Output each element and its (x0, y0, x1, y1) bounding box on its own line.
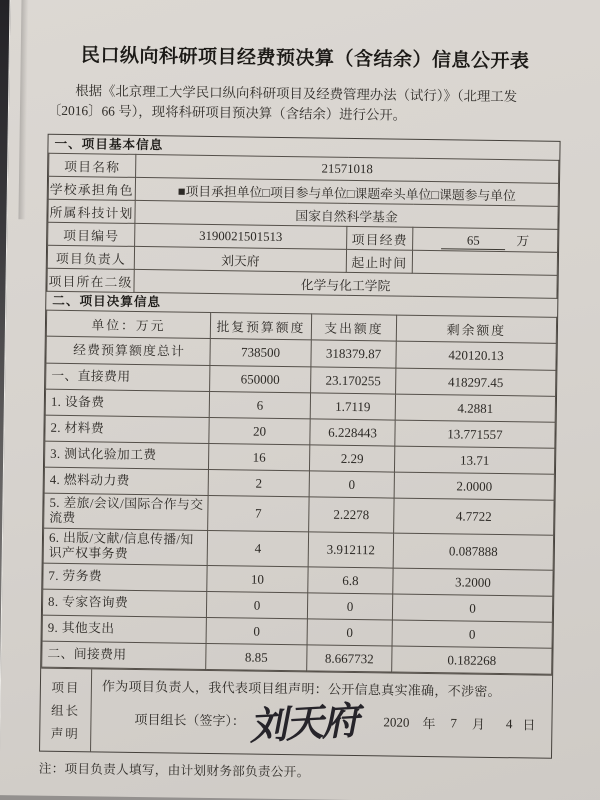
approved-amount: 0 (206, 591, 307, 618)
spent-amount: 6.228443 (310, 419, 395, 446)
field-label: 项目所在二级 (47, 268, 134, 292)
field-label: 所属科技计划 (48, 199, 135, 223)
remaining-amount: 0.182268 (392, 646, 552, 674)
section-header-basic-info: 一、项目基本信息 (54, 136, 164, 153)
approved-amount: 10 (207, 565, 308, 592)
field-value: 刘天府 (134, 246, 346, 272)
signature-row (101, 699, 543, 748)
declaration-label (40, 669, 92, 752)
budget-table (41, 310, 557, 675)
remaining-amount: 0.087888 (393, 533, 553, 570)
spent-amount: 0 (307, 619, 392, 646)
budget-item: 9. 其他支出 (42, 615, 206, 643)
field-label: 项目负责人 (47, 245, 134, 269)
budget-item: 一、直接费用 (46, 363, 210, 391)
basic-info-table (46, 153, 559, 299)
signature-label: 项目组长（签字）： (134, 711, 246, 729)
role-options: ■项目承担单位□项目参与单位□课题牵头单位□课题参与单位 (135, 177, 558, 206)
approved-amount: 7 (208, 495, 309, 531)
budget-item: 1. 设备费 (45, 389, 209, 417)
field-value (413, 227, 558, 252)
approved-amount: 738500 (210, 338, 311, 366)
section-header-budget-info: 二、项目决算信息 (52, 293, 162, 310)
approved-amount: 8.85 (206, 643, 307, 670)
form-content (39, 40, 562, 784)
budget-item: 经费预算额度总计 (46, 336, 210, 365)
spent-amount: 0 (307, 593, 392, 620)
spent-amount: 1.7119 (310, 393, 395, 420)
field-value-empty (412, 250, 557, 275)
column-header: 剩余额度 (396, 315, 556, 343)
remaining-amount: 4.2881 (395, 394, 555, 422)
intro-line-2: 〔2016〕66 号），现将科研项目预决算（含结余）进行公开。 (47, 102, 407, 123)
funding-unit: 万 (516, 234, 530, 249)
spent-amount: 0 (309, 471, 394, 498)
unit-label: 单位：万元 (46, 310, 210, 338)
approved-amount: 20 (209, 417, 310, 444)
intro-paragraph (48, 81, 561, 127)
declaration-label-line: 项目 (51, 680, 81, 696)
approved-amount: 2 (208, 469, 309, 496)
budget-item: 6. 出版/文献/信息传播/知识产权事务费 (43, 528, 207, 565)
column-header: 批复预算额度 (210, 312, 311, 339)
budget-item: 3. 测试化验加工费 (44, 441, 208, 469)
remaining-amount: 13.771557 (395, 420, 555, 448)
remaining-amount: 2.0000 (394, 472, 554, 500)
date-year-unit: 年 (422, 715, 436, 732)
date-year: 2020 (383, 713, 410, 730)
signature-handwriting: 刘天府 (247, 699, 359, 748)
approved-amount: 650000 (210, 365, 311, 392)
remaining-amount: 13.71 (394, 446, 554, 474)
budget-item: 8. 专家咨询费 (42, 589, 206, 617)
field-label: 项目经费 (347, 226, 413, 250)
spent-amount: 2.2278 (309, 497, 394, 533)
budget-item: 4. 燃料动力费 (44, 467, 208, 495)
approved-amount: 4 (207, 530, 308, 566)
remaining-amount: 0 (392, 620, 552, 648)
approved-amount: 16 (208, 443, 309, 470)
intro-line-1: 根据《北京理工大学民口纵向科研项目及经费管理办法（试行）》（北理工发 (75, 83, 518, 105)
budget-item: 二、间接费用 (42, 641, 206, 669)
field-value: 化学与化工学院 (134, 269, 557, 298)
field-label: 项目名称 (49, 153, 136, 177)
remaining-amount: 0 (392, 594, 552, 622)
approved-amount: 0 (206, 617, 307, 644)
date-day: 4 (505, 715, 513, 731)
remaining-amount: 4.7722 (394, 498, 554, 535)
approved-amount: 6 (209, 391, 310, 418)
budget-item: 2. 材料费 (45, 415, 209, 443)
spent-amount: 8.667732 (307, 645, 392, 672)
declaration-statement: 作为项目负责人，我代表项目组声明：公开信息真实准确，不涉密。 (101, 678, 502, 700)
spent-amount: 2.29 (309, 445, 394, 472)
spent-amount: 23.170255 (311, 367, 396, 394)
spent-amount: 318379.87 (311, 340, 396, 368)
budget-item: 5. 差旅/会议/国际合作与交流费 (44, 493, 208, 530)
spent-amount: 6.8 (308, 567, 393, 594)
declaration-body (91, 669, 552, 757)
date-month: 7 (450, 714, 458, 730)
funding-amount: 65 (441, 233, 505, 250)
date-month-unit: 月 (471, 716, 486, 732)
field-label: 项目编号 (48, 222, 135, 246)
declaration-label-line: 组长 (50, 703, 81, 719)
remaining-amount: 3.2000 (393, 568, 553, 596)
signature-date (383, 712, 543, 733)
field-label: 起止时间 (346, 249, 412, 273)
footnote: 注：项目负责人填写，由计划财务部负责公开。 (38, 761, 310, 780)
field-value: 国家自然科学基金 (135, 200, 558, 229)
declaration-section (40, 668, 552, 758)
page-title: 民口纵向科研项目经费预决算（含结余）信息公开表 (80, 45, 530, 73)
remaining-amount: 418297.45 (396, 368, 556, 396)
field-value: 3190021501513 (135, 223, 347, 249)
field-value: 21571018 (136, 154, 559, 183)
declaration-label-line: 声明 (50, 726, 80, 742)
budget-item: 7. 劳务费 (43, 563, 207, 591)
spent-amount: 3.912112 (308, 532, 393, 568)
remaining-amount: 420120.13 (396, 341, 556, 370)
form-table (39, 134, 561, 759)
date-day-unit: 日 (522, 717, 536, 733)
field-label: 学校承担角色 (48, 176, 135, 200)
column-header: 支出额度 (311, 314, 396, 341)
